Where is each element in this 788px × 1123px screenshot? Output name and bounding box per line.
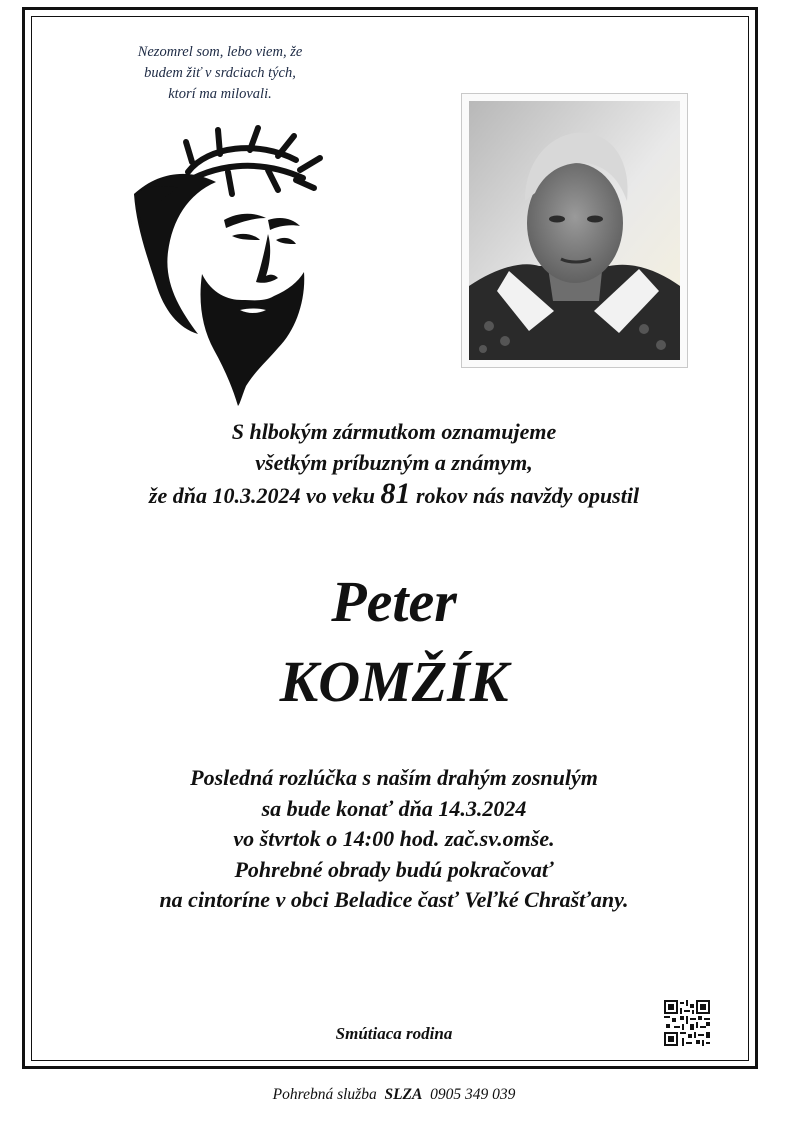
- signature: Smútiaca rodina: [335, 1024, 453, 1043]
- portrait-photo-image: [469, 101, 680, 360]
- funeral-details: [40, 763, 748, 916]
- quote-line: Nezomrel som, lebo viem, že: [137, 44, 303, 60]
- age-value: 81: [380, 477, 411, 510]
- quote-line: ktorí ma milovali.: [168, 86, 272, 102]
- portrait-photo: [469, 101, 680, 360]
- announcement: [40, 416, 748, 511]
- funeral-service-brand: SLZA: [384, 1086, 423, 1103]
- funeral-service-label: Pohrebná služba: [272, 1086, 377, 1103]
- funeral-line: na cintoríne v obci Beladice časť Veľké Chrašťany.: [159, 887, 629, 912]
- deceased-last-name: KOMŽÍK: [279, 649, 509, 714]
- announcement-line-3: [40, 478, 748, 511]
- footer: [0, 1086, 788, 1104]
- announcement-line-2: všetkým príbuzným a známym,: [255, 450, 533, 475]
- funeral-line: sa bude konať dňa 14.3.2024: [261, 795, 527, 821]
- funeral-line: Posledná rozlúčka s naším drahým zosnulým: [190, 765, 598, 790]
- passed-away-text: rokov nás navždy opustil: [416, 483, 640, 508]
- deceased-first-name: Peter: [331, 569, 457, 634]
- funeral-line: vo štvrtok o 14:00 hod. zač.sv.omše.: [233, 826, 555, 851]
- phone-number[interactable]: 0905 349 039: [430, 1086, 516, 1103]
- portrait-frame: [461, 93, 688, 368]
- qr-code-icon[interactable]: [664, 1000, 710, 1046]
- date-of-death-text: že dňa 10.3.2024 vo veku: [148, 483, 375, 508]
- jesus-emblem-icon: [128, 124, 328, 406]
- funeral-line: Pohrebné obrady budú pokračovať: [234, 856, 554, 882]
- announcement-line-1: S hlbokým zármutkom oznamujeme: [231, 419, 557, 444]
- quote-line: budem žiť v srdciach tých,: [144, 65, 296, 81]
- memorial-quote: [100, 42, 340, 105]
